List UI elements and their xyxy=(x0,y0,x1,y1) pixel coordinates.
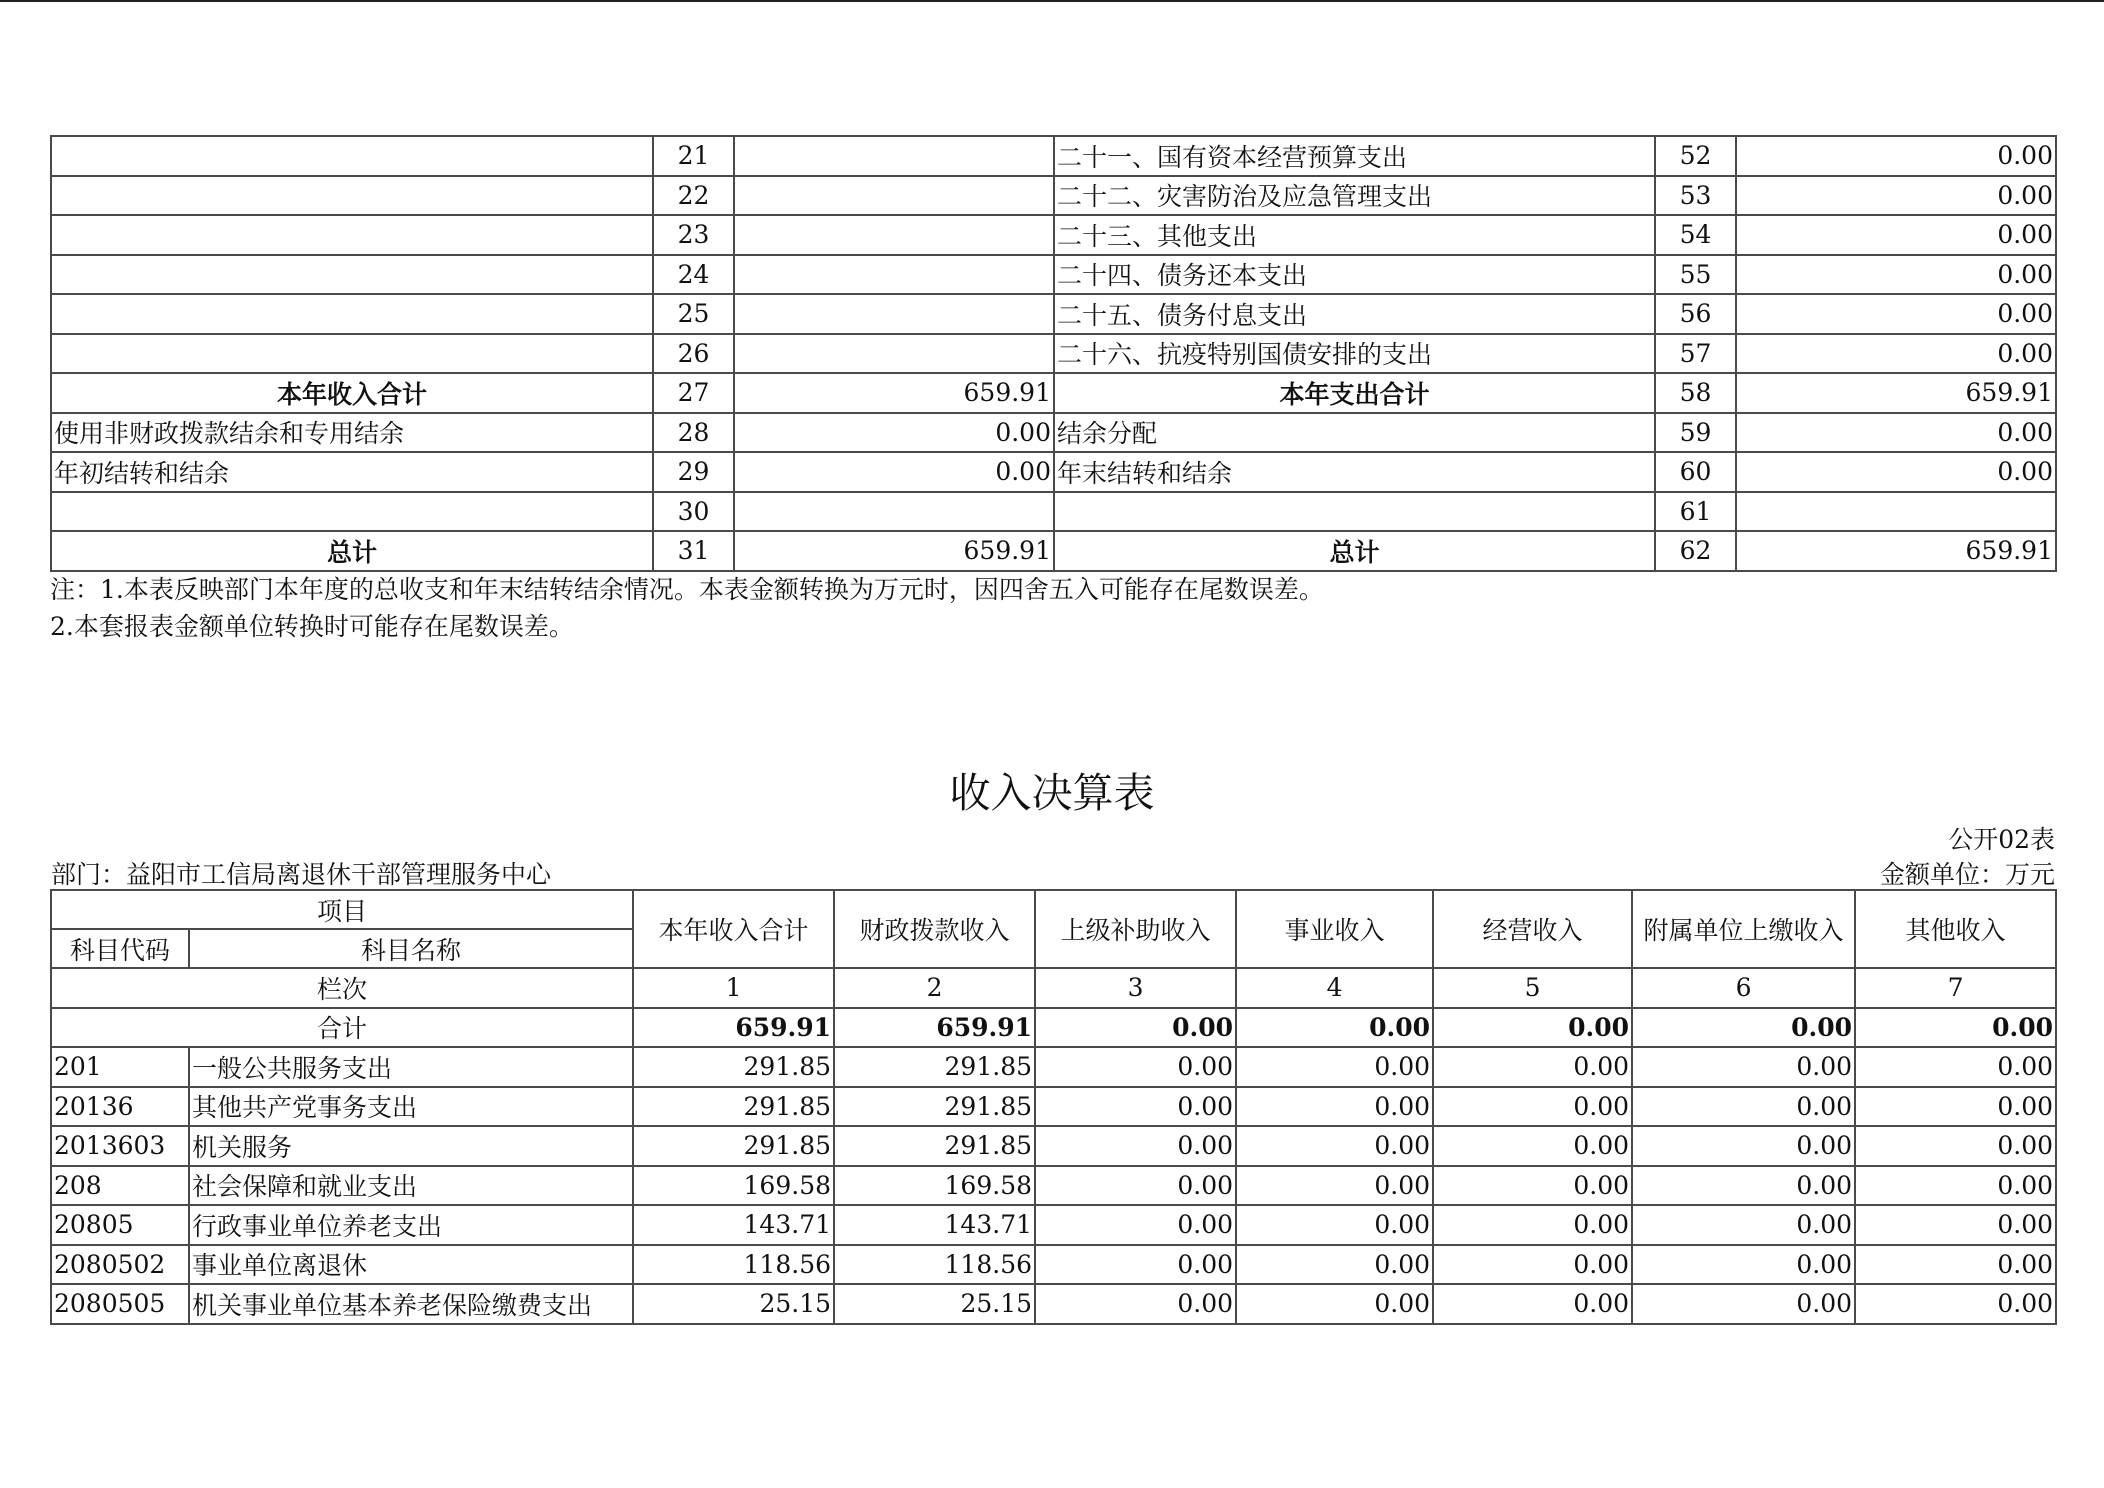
right-label: 二十二、灾害防治及应急管理支出 xyxy=(1054,176,1655,216)
right-line-number: 56 xyxy=(1655,294,1736,334)
left-amount xyxy=(734,334,1054,374)
right-line-number: 57 xyxy=(1655,334,1736,374)
left-amount xyxy=(734,492,1054,532)
left-label: 年初结转和结余 xyxy=(51,452,653,492)
column-number: 5 xyxy=(1433,968,1632,1008)
amount-cell: 291.85 xyxy=(633,1047,834,1087)
amount-cell: 25.15 xyxy=(834,1284,1035,1324)
header-col-6: 附属单位上缴收入 xyxy=(1632,890,1855,968)
right-label: 二十四、债务还本支出 xyxy=(1054,255,1655,295)
amount-cell: 0.00 xyxy=(1433,1126,1632,1166)
left-line-number: 31 xyxy=(653,531,734,571)
subject-code: 20136 xyxy=(51,1087,189,1127)
subject-code: 20805 xyxy=(51,1205,189,1245)
amount-cell: 0.00 xyxy=(1035,1284,1236,1324)
total-value: 0.00 xyxy=(1433,1008,1632,1048)
total-row xyxy=(51,1008,2056,1048)
total-value: 0.00 xyxy=(1855,1008,2056,1048)
subject-code: 2013603 xyxy=(51,1126,189,1166)
right-amount xyxy=(1736,492,2056,532)
right-label: 二十一、国有资本经营预算支出 xyxy=(1054,136,1655,176)
right-line-number: 53 xyxy=(1655,176,1736,216)
right-amount: 0.00 xyxy=(1736,413,2056,453)
left-amount: 0.00 xyxy=(734,413,1054,453)
left-line-number: 26 xyxy=(653,334,734,374)
left-line-number: 28 xyxy=(653,413,734,453)
table-row xyxy=(51,176,2056,216)
right-line-number: 52 xyxy=(1655,136,1736,176)
table-row xyxy=(51,373,2056,413)
page-title: 收入决算表 xyxy=(949,769,1155,817)
table-row xyxy=(51,413,2056,453)
header-col-3: 上级补助收入 xyxy=(1035,890,1236,968)
right-amount: 0.00 xyxy=(1736,452,2056,492)
header-col-2: 财政拨款收入 xyxy=(834,890,1035,968)
right-amount: 0.00 xyxy=(1736,176,2056,216)
header-item: 项目 xyxy=(51,890,633,929)
left-amount xyxy=(734,294,1054,334)
right-amount: 0.00 xyxy=(1736,215,2056,255)
column-number: 1 xyxy=(633,968,834,1008)
subject-code: 208 xyxy=(51,1166,189,1206)
left-line-number: 27 xyxy=(653,373,734,413)
subject-name: 机关服务 xyxy=(189,1126,633,1166)
amount-cell: 0.00 xyxy=(1632,1087,1855,1127)
right-amount: 0.00 xyxy=(1736,294,2056,334)
left-line-number: 23 xyxy=(653,215,734,255)
column-number: 4 xyxy=(1236,968,1433,1008)
left-line-number: 24 xyxy=(653,255,734,295)
amount-cell: 0.00 xyxy=(1035,1087,1236,1127)
amount-cell: 0.00 xyxy=(1632,1166,1855,1206)
table-row xyxy=(51,1126,2056,1166)
amount-cell: 0.00 xyxy=(1433,1047,1632,1087)
form-number: 公开02表 xyxy=(1948,825,2055,854)
left-line-number: 22 xyxy=(653,176,734,216)
header-code: 科目代码 xyxy=(51,929,189,968)
right-amount: 0.00 xyxy=(1736,334,2056,374)
header-name: 科目名称 xyxy=(189,929,633,968)
left-label: 总计 xyxy=(51,531,653,571)
right-label xyxy=(1054,492,1655,532)
left-line-number: 29 xyxy=(653,452,734,492)
subject-name: 事业单位离退休 xyxy=(189,1245,633,1285)
amount-cell: 0.00 xyxy=(1855,1047,2056,1087)
table-row xyxy=(51,1166,2056,1206)
subject-name: 社会保障和就业支出 xyxy=(189,1166,633,1206)
right-amount: 0.00 xyxy=(1736,136,2056,176)
column-number-row xyxy=(51,968,2056,1008)
table-row xyxy=(51,215,2056,255)
left-amount: 659.91 xyxy=(734,373,1054,413)
right-label: 本年支出合计 xyxy=(1054,373,1655,413)
table-row xyxy=(51,1284,2056,1324)
amount-cell: 25.15 xyxy=(633,1284,834,1324)
total-value: 659.91 xyxy=(834,1008,1035,1048)
amount-cell: 0.00 xyxy=(1632,1126,1855,1166)
amount-cell: 0.00 xyxy=(1855,1284,2056,1324)
table-row xyxy=(51,334,2056,374)
right-amount: 659.91 xyxy=(1736,531,2056,571)
left-line-number: 21 xyxy=(653,136,734,176)
subject-name: 一般公共服务支出 xyxy=(189,1047,633,1087)
amount-cell: 0.00 xyxy=(1855,1087,2056,1127)
left-line-number: 30 xyxy=(653,492,734,532)
left-label xyxy=(51,294,653,334)
table-row xyxy=(51,1047,2056,1087)
total-label: 合计 xyxy=(51,1008,633,1048)
subject-name: 其他共产党事务支出 xyxy=(189,1087,633,1127)
total-value: 0.00 xyxy=(1236,1008,1433,1048)
right-line-number: 58 xyxy=(1655,373,1736,413)
amount-cell: 0.00 xyxy=(1035,1205,1236,1245)
table-row xyxy=(51,1087,2056,1127)
left-label xyxy=(51,492,653,532)
amount-cell: 0.00 xyxy=(1035,1245,1236,1285)
right-label: 二十五、债务付息支出 xyxy=(1054,294,1655,334)
amount-cell: 0.00 xyxy=(1236,1284,1433,1324)
amount-cell: 118.56 xyxy=(633,1245,834,1285)
amount-cell: 0.00 xyxy=(1433,1205,1632,1245)
row-label: 栏次 xyxy=(51,968,633,1008)
subject-name: 行政事业单位养老支出 xyxy=(189,1205,633,1245)
left-label: 本年收入合计 xyxy=(51,373,653,413)
amount-cell: 0.00 xyxy=(1855,1245,2056,1285)
subject-code: 201 xyxy=(51,1047,189,1087)
header-col-5: 经营收入 xyxy=(1433,890,1632,968)
column-number: 7 xyxy=(1855,968,2056,1008)
amount-cell: 0.00 xyxy=(1433,1284,1632,1324)
amount-cell: 0.00 xyxy=(1433,1166,1632,1206)
total-value: 659.91 xyxy=(633,1008,834,1048)
right-line-number: 62 xyxy=(1655,531,1736,571)
amount-cell: 291.85 xyxy=(633,1087,834,1127)
department-label: 部门：益阳市工信局离退休干部管理服务中心 xyxy=(51,860,552,889)
note-line-2: 2.本套报表金额单位转换时可能存在尾数误差。 xyxy=(50,612,574,641)
left-label xyxy=(51,255,653,295)
right-label: 结余分配 xyxy=(1054,413,1655,453)
table-row xyxy=(51,136,2056,176)
table-row xyxy=(51,492,2056,532)
amount-cell: 0.00 xyxy=(1855,1126,2056,1166)
expense-summary-table xyxy=(50,135,2057,572)
amount-cell: 0.00 xyxy=(1035,1047,1236,1087)
right-amount: 0.00 xyxy=(1736,255,2056,295)
amount-cell: 169.58 xyxy=(834,1166,1035,1206)
amount-cell: 143.71 xyxy=(834,1205,1035,1245)
amount-cell: 0.00 xyxy=(1632,1047,1855,1087)
right-label: 年末结转和结余 xyxy=(1054,452,1655,492)
table-row xyxy=(51,531,2056,571)
table-row xyxy=(51,452,2056,492)
amount-cell: 0.00 xyxy=(1433,1087,1632,1127)
right-line-number: 59 xyxy=(1655,413,1736,453)
amount-cell: 143.71 xyxy=(633,1205,834,1245)
right-line-number: 60 xyxy=(1655,452,1736,492)
amount-cell: 0.00 xyxy=(1632,1245,1855,1285)
right-label: 总计 xyxy=(1054,531,1655,571)
amount-cell: 0.00 xyxy=(1632,1284,1855,1324)
left-label xyxy=(51,334,653,374)
amount-cell: 118.56 xyxy=(834,1245,1035,1285)
total-value: 0.00 xyxy=(1035,1008,1236,1048)
income-table xyxy=(50,889,2057,1325)
amount-cell: 0.00 xyxy=(1855,1166,2056,1206)
amount-cell: 169.58 xyxy=(633,1166,834,1206)
note-line-1: 注：1.本表反映部门本年度的总收支和年末结转结余情况。本表金额转换为万元时，因四舍五入可能存在尾数误差。 xyxy=(50,575,1324,604)
amount-cell: 0.00 xyxy=(1236,1047,1433,1087)
table-row xyxy=(51,1205,2056,1245)
amount-cell: 0.00 xyxy=(1236,1245,1433,1285)
column-number: 2 xyxy=(834,968,1035,1008)
right-label: 二十三、其他支出 xyxy=(1054,215,1655,255)
header-col-7: 其他收入 xyxy=(1855,890,2056,968)
amount-cell: 291.85 xyxy=(834,1126,1035,1166)
amount-cell: 0.00 xyxy=(1433,1245,1632,1285)
table-row xyxy=(51,1245,2056,1285)
left-amount xyxy=(734,215,1054,255)
amount-cell: 0.00 xyxy=(1236,1126,1433,1166)
amount-cell: 0.00 xyxy=(1855,1205,2056,1245)
amount-cell: 0.00 xyxy=(1632,1205,1855,1245)
left-label: 使用非财政拨款结余和专用结余 xyxy=(51,413,653,453)
right-label: 二十六、抗疫特别国债安排的支出 xyxy=(1054,334,1655,374)
header-col-4: 事业收入 xyxy=(1236,890,1433,968)
subject-code: 2080502 xyxy=(51,1245,189,1285)
table-row xyxy=(51,294,2056,334)
subject-code: 2080505 xyxy=(51,1284,189,1324)
left-amount xyxy=(734,176,1054,216)
left-amount xyxy=(734,255,1054,295)
subject-name: 机关事业单位基本养老保险缴费支出 xyxy=(189,1284,633,1324)
right-amount: 659.91 xyxy=(1736,373,2056,413)
left-label xyxy=(51,176,653,216)
amount-cell: 291.85 xyxy=(633,1126,834,1166)
column-number: 6 xyxy=(1632,968,1855,1008)
right-line-number: 54 xyxy=(1655,215,1736,255)
amount-cell: 291.85 xyxy=(834,1087,1035,1127)
unit-label: 金额单位：万元 xyxy=(1879,860,2055,889)
amount-cell: 0.00 xyxy=(1035,1126,1236,1166)
amount-cell: 0.00 xyxy=(1035,1166,1236,1206)
left-label xyxy=(51,136,653,176)
right-line-number: 55 xyxy=(1655,255,1736,295)
page-top-border xyxy=(0,0,2104,2)
amount-cell: 291.85 xyxy=(834,1047,1035,1087)
amount-cell: 0.00 xyxy=(1236,1205,1433,1245)
left-amount xyxy=(734,136,1054,176)
left-amount: 659.91 xyxy=(734,531,1054,571)
left-line-number: 25 xyxy=(653,294,734,334)
left-label xyxy=(51,215,653,255)
header-row-1 xyxy=(51,890,2056,929)
right-line-number: 61 xyxy=(1655,492,1736,532)
total-value: 0.00 xyxy=(1632,1008,1855,1048)
left-amount: 0.00 xyxy=(734,452,1054,492)
amount-cell: 0.00 xyxy=(1236,1166,1433,1206)
amount-cell: 0.00 xyxy=(1236,1087,1433,1127)
column-number: 3 xyxy=(1035,968,1236,1008)
table-row xyxy=(51,255,2056,295)
header-col-1: 本年收入合计 xyxy=(633,890,834,968)
